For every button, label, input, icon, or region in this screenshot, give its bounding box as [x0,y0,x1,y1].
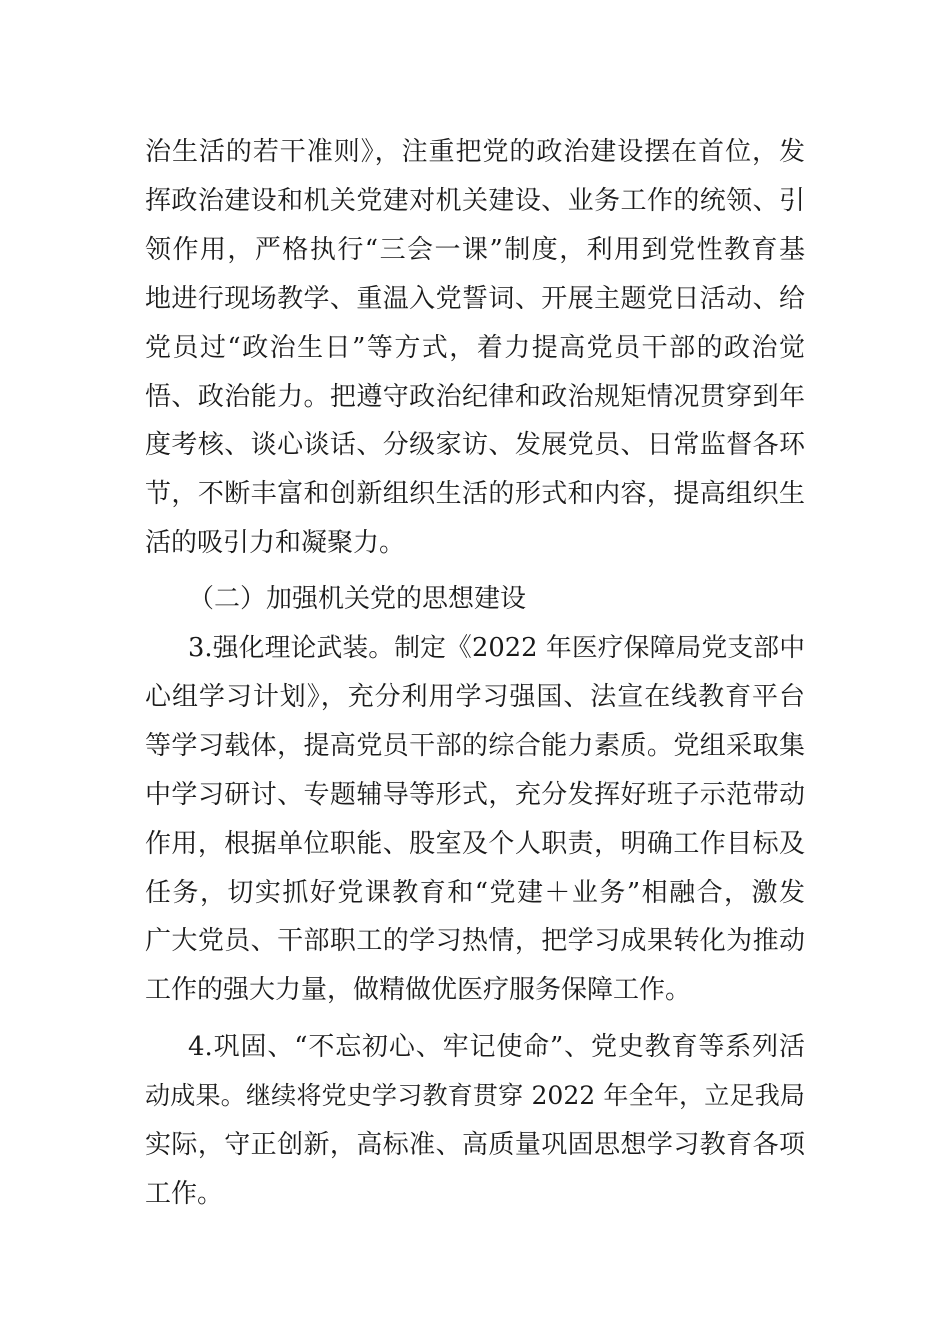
section-heading-ideological-building [145,575,805,624]
text-line: 治生活的若干准则》，注重把党的政治建设摆在首位，发 [145,137,805,167]
text-line: 工作的强大力量，做精做优医疗服务保障工作。 [145,975,692,1006]
text-line: 广大党员、干部职工的学习热情，把学习成果转化为推动 [145,926,805,957]
paragraph-theory-arming [145,624,805,1015]
text-line: 实际，守正创新，高标准、高质量巩固思想学习教育各项 [145,1129,805,1160]
text-line: 领作用，严格执行“三会一课”制度，利用到党性教育基 [145,234,805,265]
text-line: 心组学习计划》，充分利用学习强国、法宣在线教育平台 [145,681,805,712]
text-line: 等学习载体，提高党员干部的综合能力素质。党组采取集 [145,730,805,761]
text-line: 4.巩固、“不忘初心、牢记使命”、党史教育等系列活 [188,1032,805,1062]
paragraph-party-political-life [145,128,805,568]
text-line: 3.强化理论武装。制定《2022 年医疗保障局党支部中 [188,633,805,663]
text-line: 度考核、谈心谈话、分级家访、发展党员、日常监督各环 [145,430,805,461]
text-line: 任务，切实抓好党课教育和“党建＋业务”相融合，激发 [145,877,805,908]
text-line: 动成果。继续将党史学习教育贯穿 2022 年全年，立足我局 [145,1080,805,1110]
text-line: 活的吸引力和凝聚力。 [145,528,406,559]
paragraph-consolidate-education [145,1023,805,1219]
text-line: 悟、政治能力。把遵守政治纪律和政治规矩情况贯穿到年 [145,381,805,412]
heading-line: （二）加强机关党的思想建设 [188,584,527,614]
text-line: 党员过“政治生日”等方式，着力提高党员干部的政治觉 [145,332,805,363]
text-line: 节，不断丰富和创新组织生活的形式和内容，提高组织生 [145,479,805,510]
text-line: 中学习研讨、专题辅导等形式，充分发挥好班子示范带动 [145,779,805,810]
text-line: 作用，根据单位职能、股室及个人职责，明确工作目标及 [145,828,805,859]
text-line: 挥政治建设和机关党建对机关建设、业务工作的统领、引 [145,185,805,216]
text-line: 工作。 [145,1178,224,1209]
text-line: 地进行现场教学、重温入党誓词、开展主题党日活动、给 [145,283,805,314]
